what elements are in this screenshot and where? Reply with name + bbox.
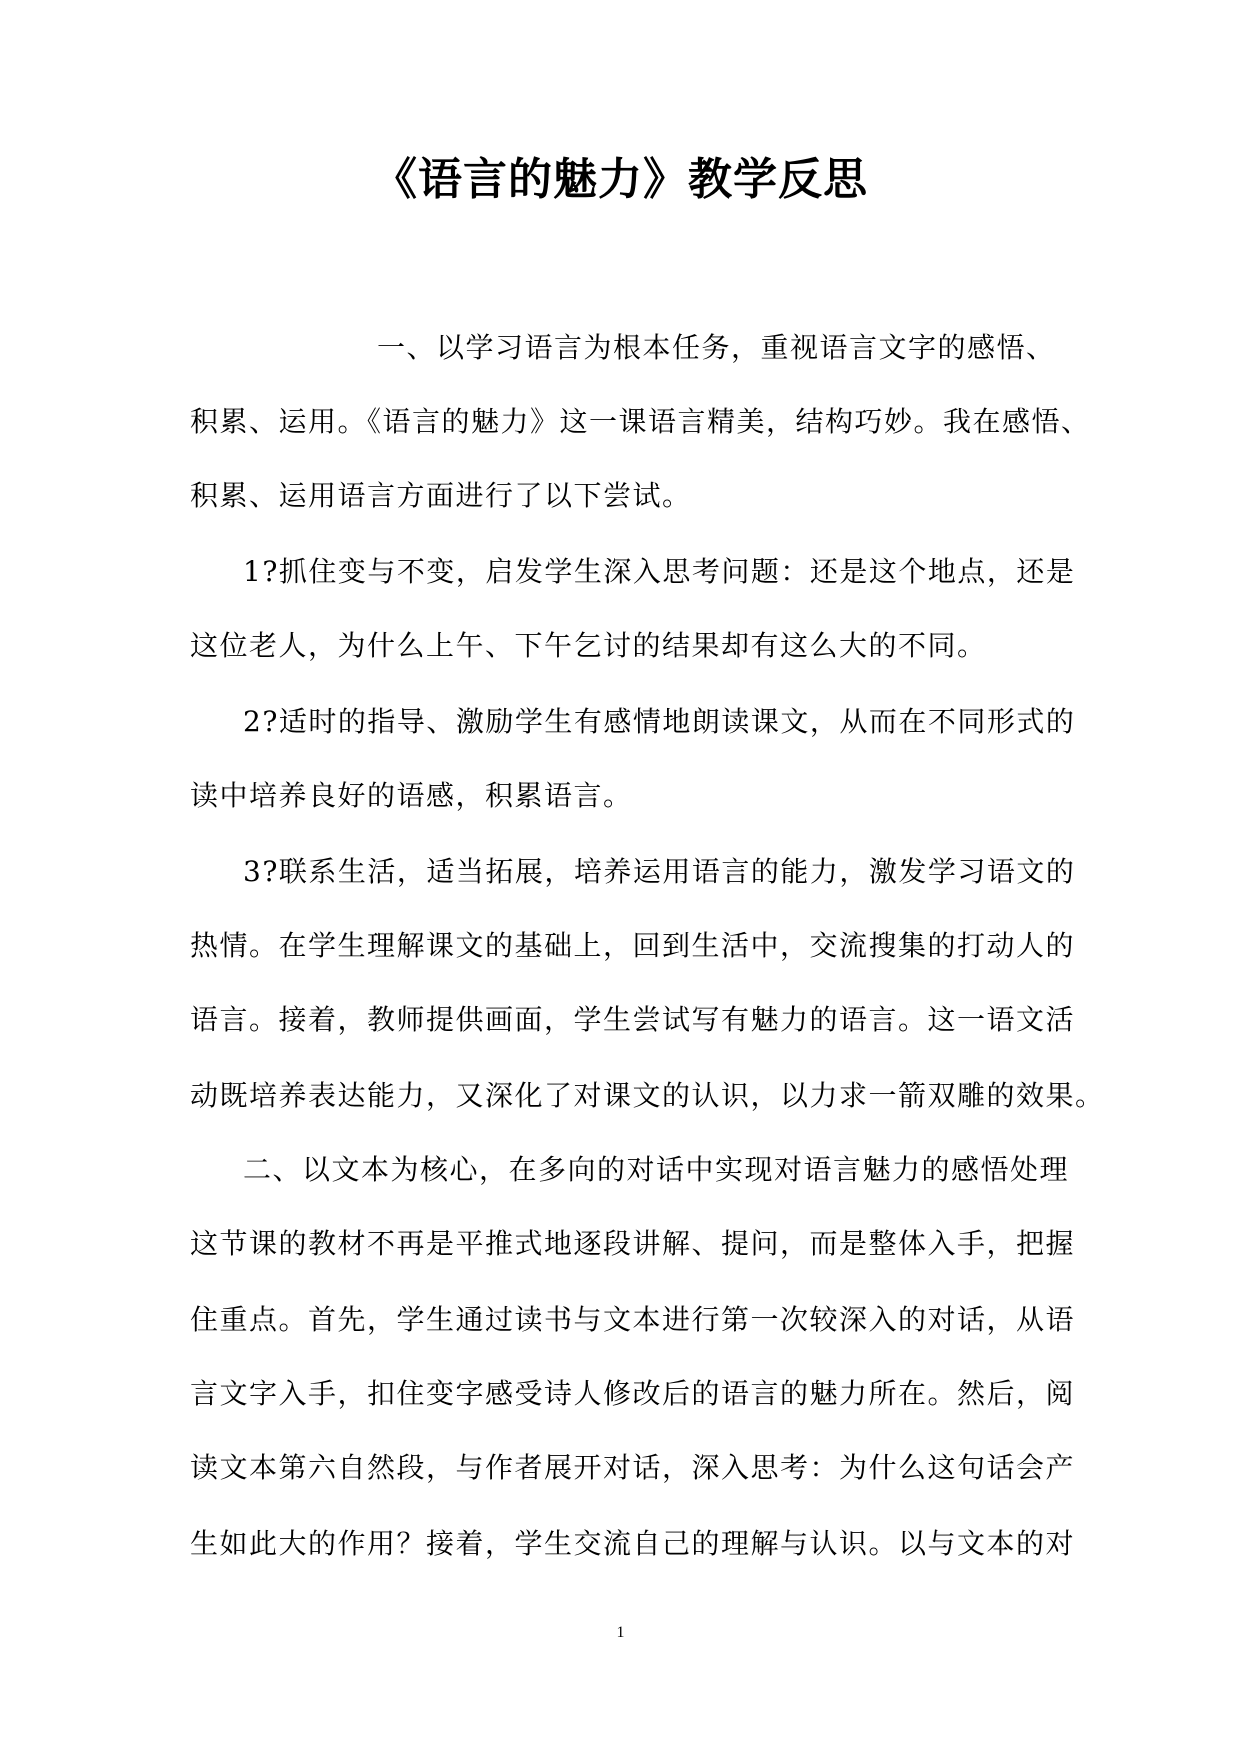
paragraph-line: 读文本第六自然段，与作者展开对话，深入思考：为什么这句话会产 — [190, 1451, 1076, 1484]
paragraph-line: 语言。接着，教师提供画面，学生尝试写有魅力的语言。这一语文活 — [190, 1003, 1076, 1036]
paragraph-line: 读中培养良好的语感，积累语言。 — [190, 779, 633, 812]
paragraph-line: 积累、运用。《语言的魅力》这一课语言精美，结构巧妙。我在感悟、 — [190, 405, 1091, 438]
paragraph-line: 3?联系生活，适当拓展，培养运用语言的能力，激发学习语文的 — [243, 855, 1076, 888]
page-number: 1 — [616, 1624, 625, 1641]
paragraph-line: 这位老人，为什么上午、下午乞讨的结果却有这么大的不同。 — [190, 629, 987, 662]
paragraph-line: 言文字入手，扣住变字感受诗人修改后的语言的魅力所在。然后，阅 — [190, 1377, 1076, 1410]
paragraph-line: 2?适时的指导、激励学生有感情地朗读课文，从而在不同形式的 — [243, 705, 1076, 738]
paragraph-line: 生如此大的作用？接着，学生交流自己的理解与认识。以与文本的对 — [190, 1527, 1076, 1560]
paragraph-line: 热情。在学生理解课文的基础上，回到生活中，交流搜集的打动人的 — [190, 929, 1076, 962]
paragraph-line: 二、以文本为核心，在多向的对话中实现对语言魅力的感悟处理 — [243, 1153, 1070, 1186]
paragraph-line: 动既培养表达能力，又深化了对课文的认识，以力求一箭双雕的效果。 — [190, 1079, 1105, 1112]
document-title: 《语言的魅力》教学反思 — [373, 154, 868, 205]
paragraph-line: 1?抓住变与不变，启发学生深入思考问题：还是这个地点，还是 — [243, 555, 1076, 588]
paragraph-line: 积累、运用语言方面进行了以下尝试。 — [190, 479, 692, 512]
paragraph-line: 一、以学习语言为根本任务，重视语言文字的感悟、 — [377, 331, 1056, 364]
paragraph-line: 住重点。首先，学生通过读书与文本进行第一次较深入的对话，从语 — [190, 1303, 1076, 1336]
paragraph-line: 这节课的教材不再是平推式地逐段讲解、提问，而是整体入手，把握 — [190, 1227, 1076, 1260]
